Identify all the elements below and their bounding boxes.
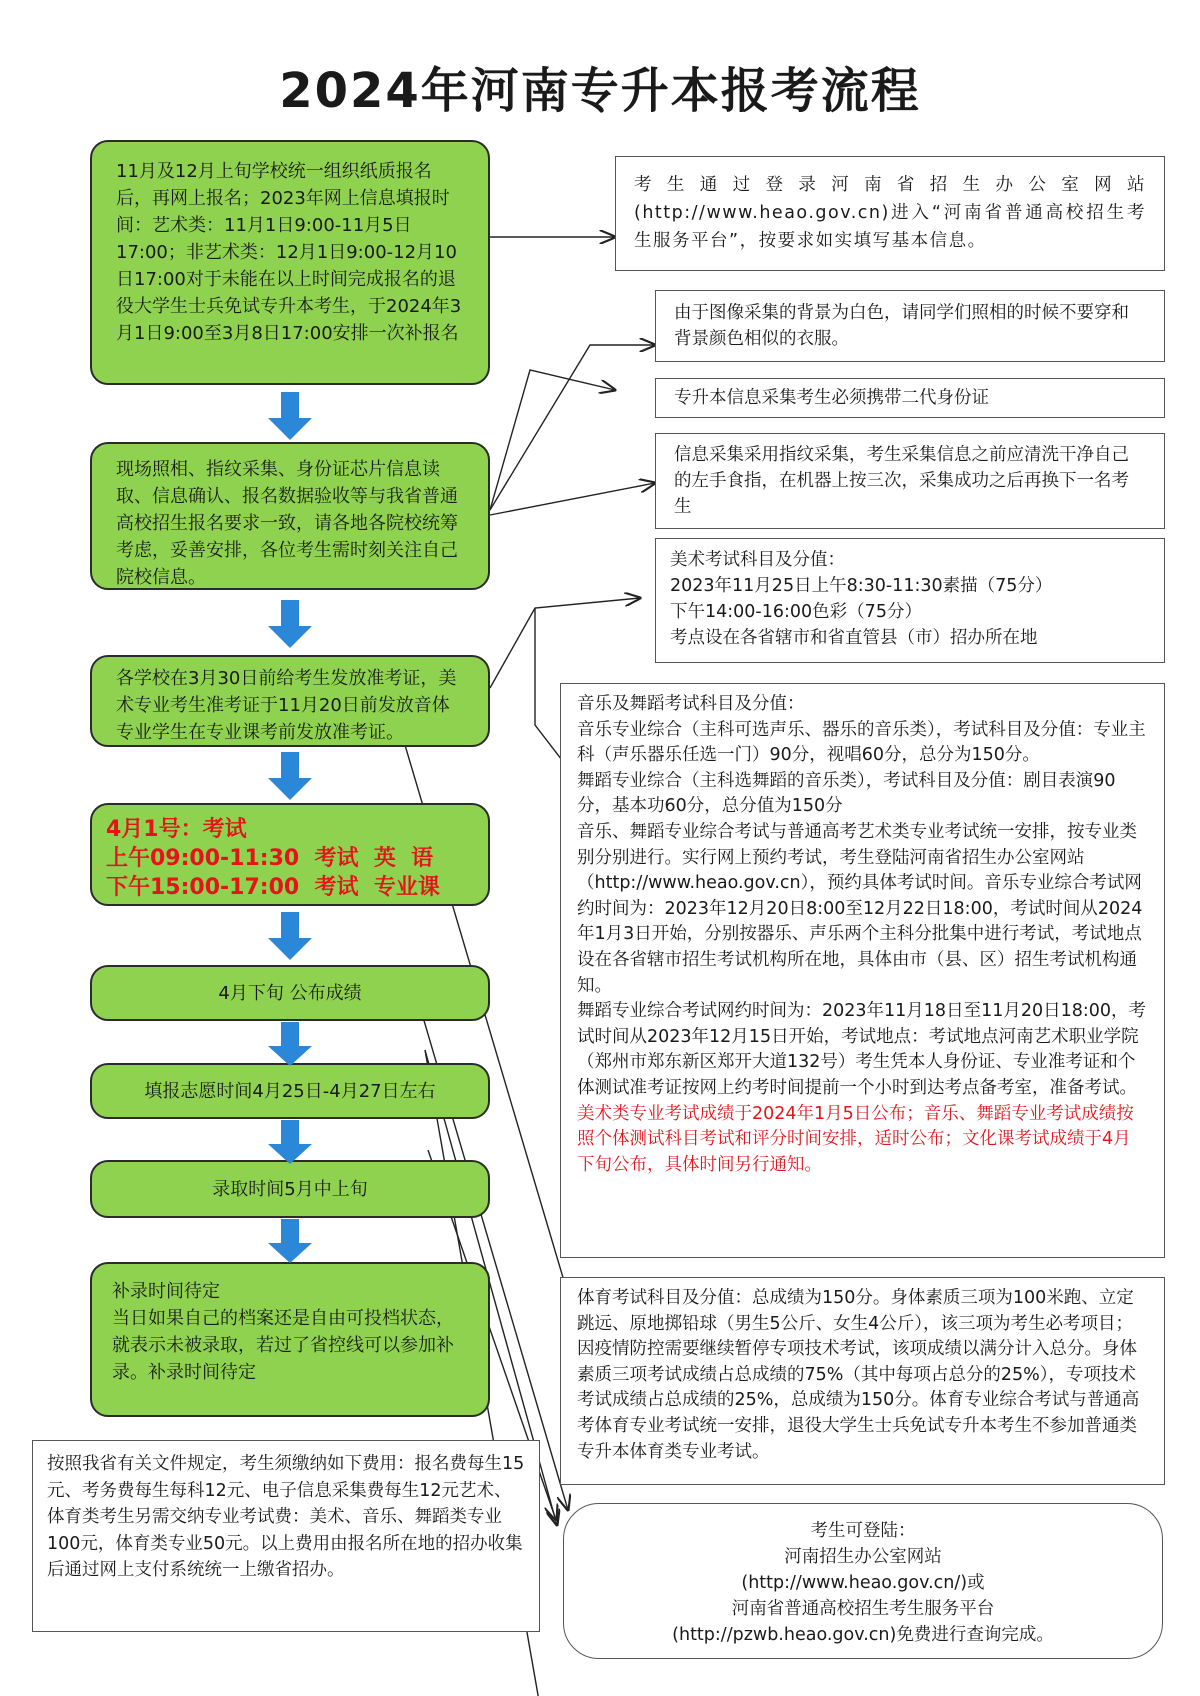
flow-step-results-text: 4月下旬 公布成绩	[218, 982, 362, 1004]
note-idcard-text: 专升本信息采集考生必须携带二代身份证	[674, 388, 989, 408]
supplementary-title: 补录时间待定	[112, 1281, 220, 1302]
art-exam-location: 考点设在各省辖市和省直管县（市）招办所在地	[670, 628, 1038, 648]
note-fees	[32, 1440, 540, 1632]
flow-step-enrollment	[90, 1160, 490, 1218]
dance-schedule: 舞蹈专业综合考试网约时间为：2023年11月18日至11月20日18:00，考试时间从2023年12月15日开始，考试地点：考试地点河南艺术职业学院（郑州市郑东新区郑开大道132号）考生凭本人身份证、专业准考证和个体测试准考证按网上约考时间提前一个小时到达考点备考室，准备考试。	[577, 1001, 1147, 1098]
exam-morning: 上午09:00-11:30 考试 英 语	[106, 846, 434, 871]
note-query	[563, 1503, 1163, 1659]
exam-afternoon: 下午15:00-17:00 考试 专业课	[106, 875, 440, 900]
note-pe-exam	[560, 1277, 1165, 1485]
flow-step-admission-ticket	[90, 655, 490, 747]
flow-step-registration	[90, 140, 490, 385]
dance-subjects: 舞蹈专业综合（主科选舞蹈的音乐类），考试科目及分值：剧目表演90分，基本功60分，总分值为150分	[577, 770, 1116, 817]
results-notice: 美术类专业考试成绩于2024年1月5日公布；音乐、舞蹈专业考试成绩按照个体测试科目考试和评分时间安排，适时公布；文化课考试成绩于4月下旬公布，具体时间另行通知。	[577, 1103, 1134, 1175]
supplementary-body: 当日如果自己的档案还是自由可投档状态，就表示未被录取，若过了省控线可以参加补录。补录时间待定	[112, 1308, 454, 1383]
query-platform-url: (http://pzwb.heao.gov.cn)免费进行查询完成。	[672, 1625, 1054, 1645]
note-art-exam	[655, 538, 1165, 663]
flow-step-info-collection-text: 现场照相、指纹采集、身份证芯片信息读取、信息确认、报名数据验收等与我省普通高校招生报名要求一致，请各地各院校统筹考虑，妥善安排，各位考生需时刻关注自己院校信息。	[116, 459, 458, 588]
art-exam-color: 下午14:00-16:00色彩（75分）	[670, 602, 922, 622]
query-site-name: 河南招生办公室网站	[784, 1547, 942, 1567]
down-arrow-icon	[268, 752, 312, 800]
note-pe-exam-text: 体育考试科目及分值：总成绩为150分。身体素质三项为100米跑、立定跳远、原地掷铅球（男生5公斤、女生4公斤），该三项为考生必考项目；因疫情防控需要继续暂停专项技术考试，该项成绩以满分计入总分。身体素质三项考试成绩占总成绩的75%（其中每项占总分的25%），专项技术考试成绩占总成绩的25%，总成绩为150分。体育专业综合考试与普通高考体育专业考试统一安排，退役大学生士兵免试专升本考生不参加普通类专升本体育类专业考试。	[577, 1288, 1140, 1462]
flow-step-enrollment-text: 录取时间5月中上旬	[212, 1178, 368, 1200]
note-fees-text: 按照我省有关文件规定，考生须缴纳如下费用：报名费每生15元、考务费每生每科12元、电子信息采集费每生12元艺术、体育类考生另需交纳专业考试费：美术、音乐、舞蹈类专业100元，体育类专业50元。以上费用由报名所在地的招办收集后通过网上支付系统统一上缴省招办。	[47, 1454, 525, 1580]
down-arrow-icon	[268, 912, 312, 960]
note-website-text: 考生通过登录河南省招生办公室网站(http://www.heao.gov.cn)进入“河南省普通高校招生考生服务平台”，按要求如实填写基本信息。	[634, 175, 1146, 251]
query-platform-name: 河南省普通高校招生考生服务平台	[731, 1599, 995, 1619]
query-title: 考生可登陆：	[810, 1521, 916, 1541]
flow-step-exam	[90, 803, 490, 906]
down-arrow-icon	[268, 1020, 312, 1068]
flow-step-registration-text: 11月及12月上旬学校统一组织纸质报名后，再网上报名；2023年网上信息填报时间：艺术类：11月1日9:00-11月5日17:00；非艺术类：12月1日9:00-12月10日17:00对于未能在以上时间完成报名的退役大学生士兵免试专升本考生，于2024年3月1日9:00至3月8日17:00安排一次补报名	[116, 161, 462, 344]
flow-step-application	[90, 1063, 490, 1119]
down-arrow-icon	[268, 1217, 312, 1265]
music-title: 音乐及舞蹈考试科目及分值：	[577, 694, 805, 714]
flow-step-results	[90, 965, 490, 1021]
flow-step-admission-ticket-text: 各学校在3月30日前给考生发放准考证，美术专业考生准考证于11月20日前发放音体专业学生在专业课考前发放准考证。	[116, 668, 457, 743]
note-music-dance-exam	[560, 683, 1165, 1258]
music-schedule: 音乐、舞蹈专业综合考试与普通高考艺术类专业考试统一安排，按专业类别分别进行。实行网上预约考试，考生登陆河南省招生办公室网站（http://www.heao.gov.cn），预约具体考试时间。音乐专业综合考试网约时间为：2023年12月20日8:00至12月22日18:00，考试时间从2024年1月3日开始，分别按器乐、声乐两个主科分批集中进行考试，考试地点设在各省辖市招生考试机构所在地，具体由市（县、区）招生考试机构通知。	[577, 821, 1143, 996]
query-site-url: (http://www.heao.gov.cn/)或	[741, 1573, 985, 1593]
down-arrow-icon	[268, 1118, 312, 1166]
music-subjects: 音乐专业综合（主科可选声乐、器乐的音乐类），考试科目及分值：专业主科（声乐器乐任选一门）90分，视唱60分，总分为150分。	[577, 719, 1146, 766]
note-website	[615, 156, 1165, 271]
flow-step-info-collection	[90, 442, 490, 590]
note-fingerprint	[655, 433, 1165, 529]
flow-step-supplementary	[90, 1262, 490, 1417]
note-photo	[655, 290, 1165, 362]
exam-date: 4月1号：考试	[106, 817, 247, 842]
note-idcard	[655, 378, 1165, 418]
flow-step-application-text: 填报志愿时间4月25日-4月27日左右	[144, 1080, 436, 1102]
page-title: 2024年河南专升本报考流程	[279, 63, 921, 119]
art-exam-sketch: 2023年11月25日上午8:30-11:30素描（75分）	[670, 576, 1053, 596]
note-photo-text: 由于图像采集的背景为白色，请同学们照相的时候不要穿和背景颜色相似的衣服。	[674, 303, 1129, 349]
down-arrow-icon	[268, 392, 312, 440]
down-arrow-icon	[268, 600, 312, 648]
art-exam-title: 美术考试科目及分值：	[670, 550, 845, 570]
note-fingerprint-text: 信息采集采用指纹采集，考生采集信息之前应清洗干净自己的左手食指，在机器上按三次，采集成功之后再换下一名考生	[674, 445, 1129, 517]
